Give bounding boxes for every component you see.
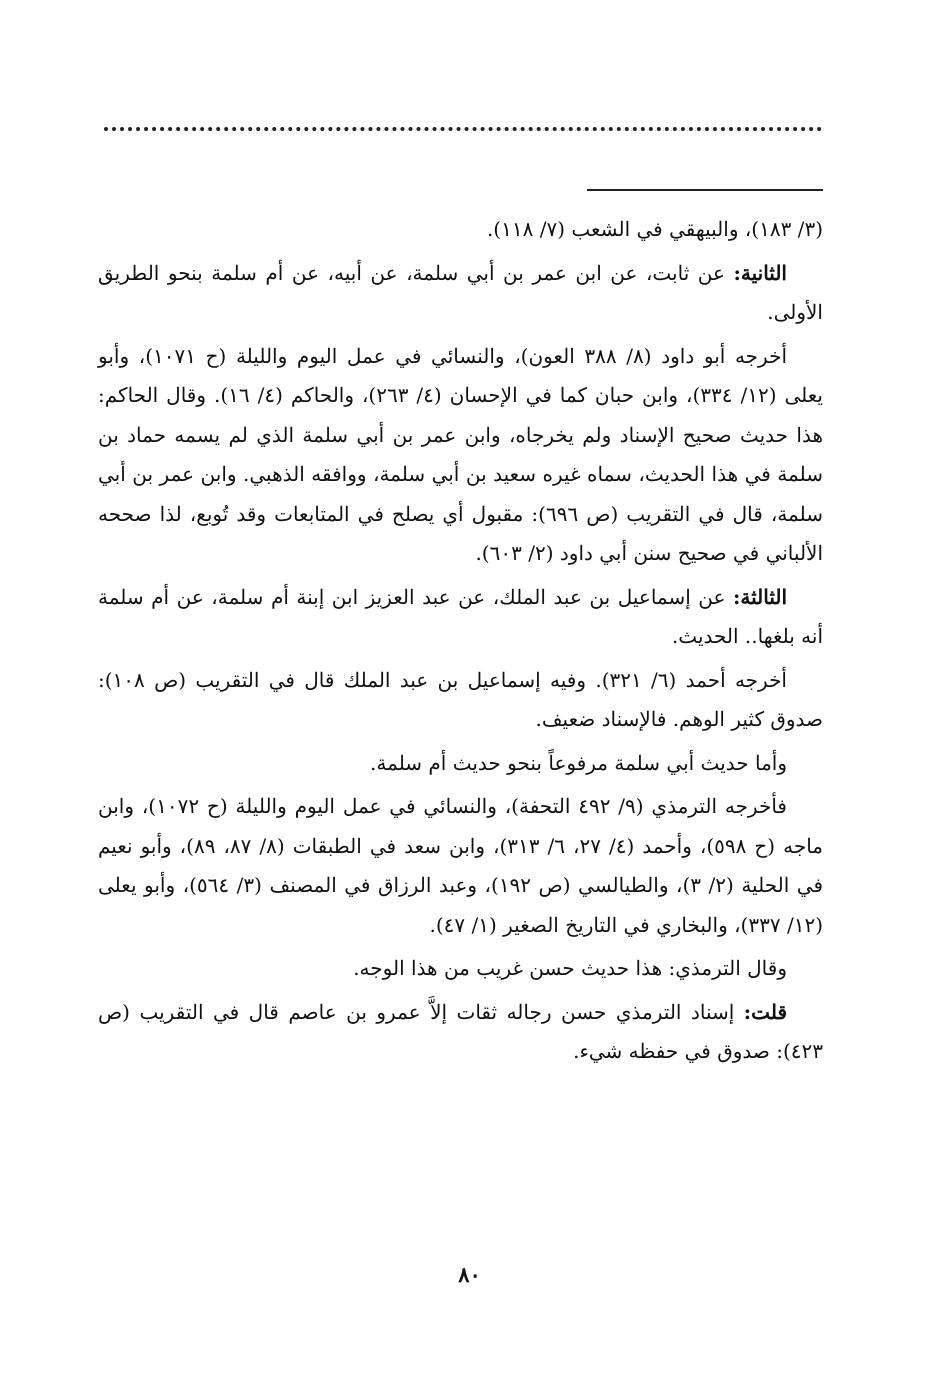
paragraph-0: (٣/ ١٨٣)، والبيهقي في الشعب (٧/ ١١٨).: [486, 217, 823, 241]
footnote-body: [98, 210, 823, 1076]
paragraph-7: وقال الترمذي: هذا حديث حسن غريب من هذا الوجه.: [353, 956, 787, 980]
paragraph-5: وأما حديث أبي سلمة مرفوعاً بنحو حديث أم سلمة.: [370, 750, 787, 775]
paragraph-3-text: عن إسماعيل بن عبد الملك، عن عبد العزيز ابن إبنة أم سلمة، عن أم سلمة أنه بلغها.. الحديث.: [98, 584, 823, 648]
paragraph-1-text: عن ثابت، عن ابن عمر بن أبي سلمة، عن أبيه، عن أم سلمة بنحو الطريق الأولى.: [98, 260, 823, 324]
label-third: الثالثة:: [732, 584, 787, 609]
label-second: الثانية:: [733, 260, 787, 285]
footnote-rule: [587, 189, 823, 191]
page-number: ٨٠: [458, 1262, 481, 1287]
label-qultu: قلت:: [743, 999, 787, 1024]
paragraph-2: أخرجه أبو داود (٨/ ٣٨٨ العون)، والنسائي في عمل اليوم والليلة (ح ١٠٧١)، وأبو يعلى (١٢/ ٣٣٤)، وابن حبان كما في الإحسان (٤/ ٢٦٣)، والحاكم (٤/ ١٦). وقال الحاكم: هذا حديث صحيح الإسناد ولم يخرجاه، وابن عمر بن أبي سلمة الذي لم يسمه حماد بن سلمة في هذا الحديث، سماه غيره سعيد بن أبي سلمة، ووافقه الذهبي. وابن عمر بن أبي سلمة، قال في التقريب (ص ٦٩٦): مقبول أي يصلح في المتابعات وقد تُوبع، لذا صححه الألباني في صحيح سنن أبي داود (٢/ ٦٠٣).: [98, 343, 823, 565]
paragraph-6: فأخرجه الترمذي (٩/ ٤٩٢ التحفة)، والنسائي في عمل اليوم والليلة (ح ١٠٧٢)، وابن ماجه (ح ٥٩٨)، وأحمد (٤/ ٢٧، ٦/ ٣١٣)، وابن سعد في الطبقات (٨/ ٨٧، ٨٩)، وأبو نعيم في الحلية (٢/ ٣)، والطيالسي (ص ١٩٢)، وعبد الرزاق في المصنف (٣/ ٥٦٤)، وأبو يعلى (١٢/ ٣٣٧)، والبخاري في التاريخ الصغير (١/ ٤٧).: [98, 794, 824, 937]
paragraph-1: [98, 254, 823, 333]
paragraph-4: أخرجه أحمد (٦/ ٣٢١). وفيه إسماعيل بن عبد الملك قال في التقريب (ص ١٠٨): صدوق كثير الوهم. فالإسناد ضعيف.: [98, 667, 823, 731]
paragraph-3: [98, 578, 823, 657]
paragraph-8: [98, 993, 823, 1072]
paragraph-8-text: إسناد الترمذي حسن رجاله ثقات إلاَّ عمرو بن عاصم قال في التقريب (ص ٤٢٣): صدوق في حفظه شيء.: [98, 999, 823, 1063]
dotted-separator: [104, 127, 822, 131]
